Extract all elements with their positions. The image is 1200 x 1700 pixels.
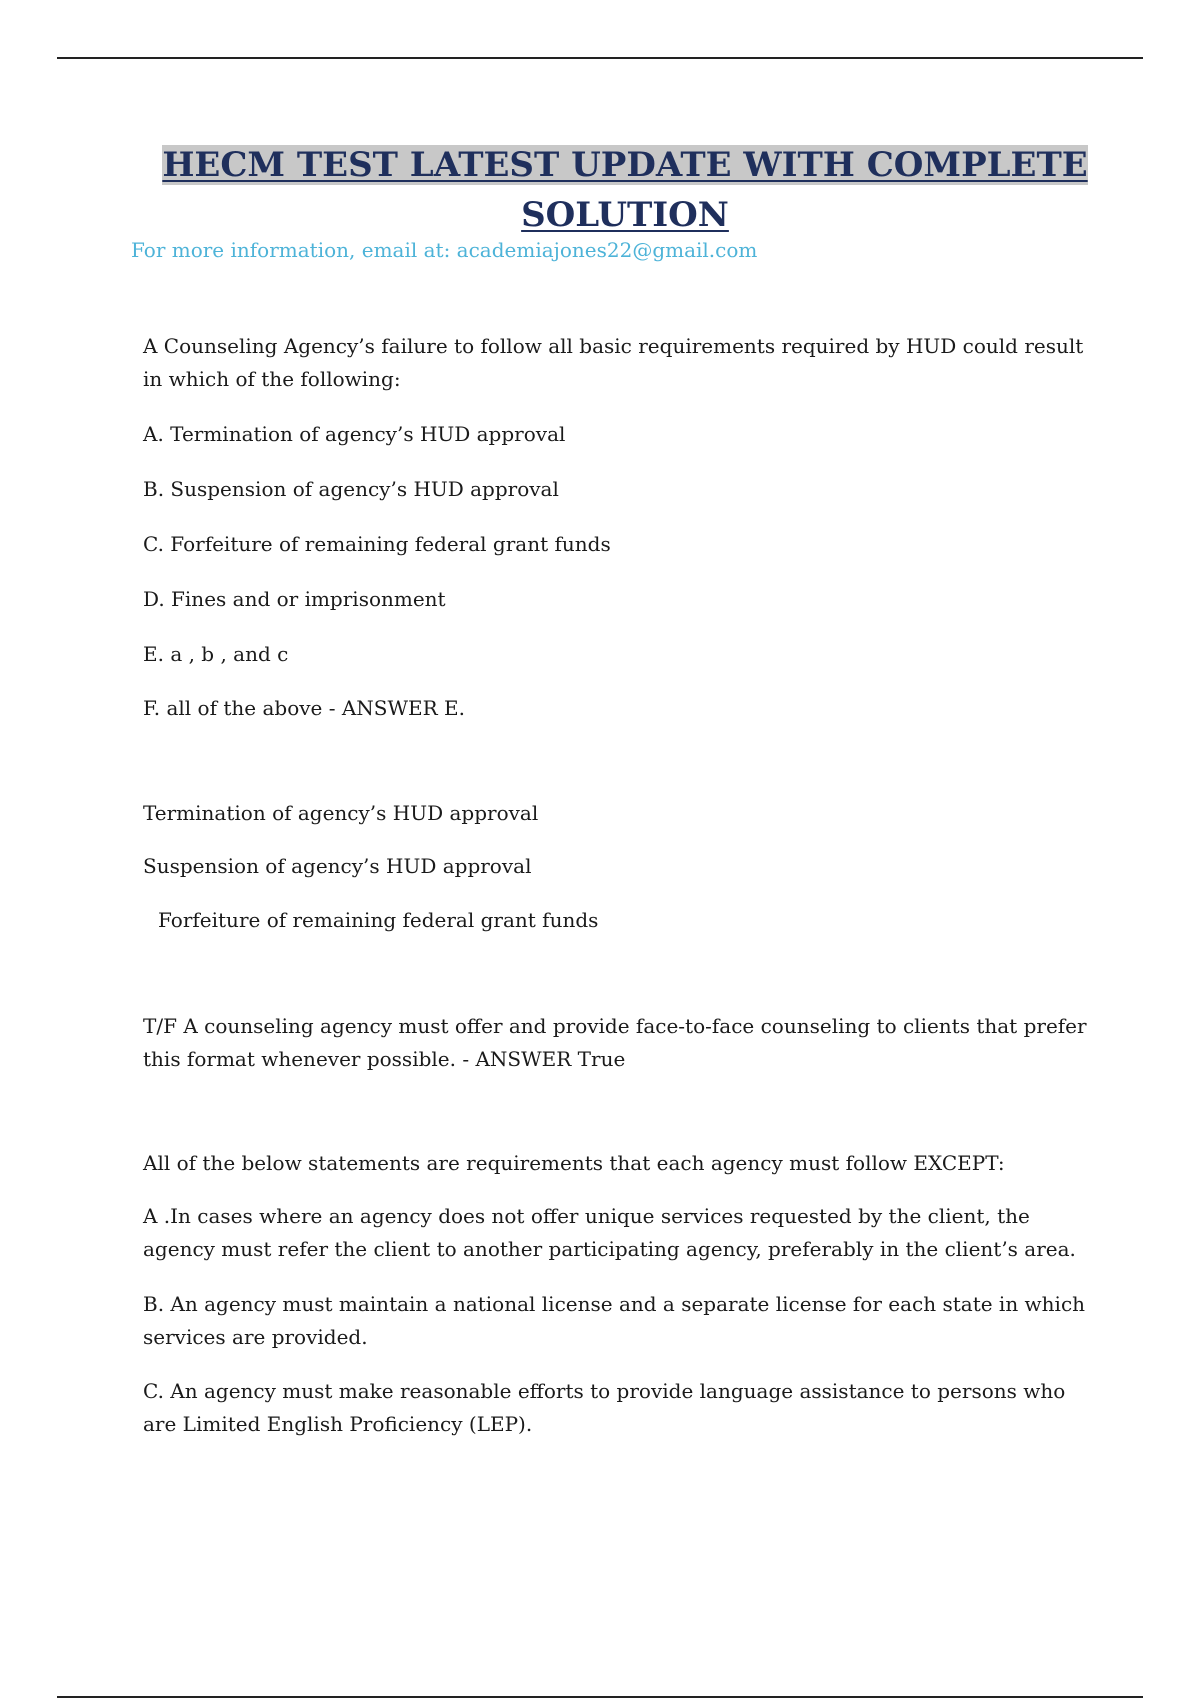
q3-option-b: B. An agency must maintain a national license and a separate license for each state in which services are provided. [143, 1292, 1086, 1349]
document-title [120, 140, 1130, 240]
title-line-1: HECM TEST LATEST UPDATE WITH COMPLETE [162, 145, 1088, 185]
q1-option-e: E. a , b , and c [143, 642, 289, 666]
title-line-2: SOLUTION [521, 195, 729, 235]
q1-option-f: F. all of the above - ANSWER E. [143, 696, 466, 720]
q1-option-b: B. Suspension of agency’s HUD approval [143, 477, 559, 501]
top-rule [57, 57, 1143, 59]
q1-explanation-2: Suspension of agency’s HUD approval [143, 854, 532, 878]
q2-question: T/F A counseling agency must offer and provide face-to-face counseling to clients that prefer this format whenever possible. - ANSWER True [143, 1014, 1087, 1071]
q3-option-c: C. An agency must make reasonable efforts to provide language assistance to persons who are Limited English Proficiency (LEP). [143, 1379, 1066, 1436]
q1-option-d: D. Fines and or imprisonment [143, 587, 446, 611]
bottom-rule [57, 1696, 1143, 1698]
q1-explanation-3: Forfeiture of remaining federal grant funds [158, 908, 599, 932]
q3-question: All of the below statements are requirements that each agency must follow EXCEPT: [143, 1151, 1005, 1175]
q3-option-a: A .In cases where an agency does not offer unique services requested by the client, the agency must refer the client to another participating agency, preferably in the client’s area. [143, 1204, 1076, 1261]
q1-option-c: C. Forfeiture of remaining federal grant funds [143, 532, 611, 556]
q1-question: A Counseling Agency’s failure to follow all basic requirements required by HUD could result in which of the following: [143, 334, 1084, 391]
q1-explanation-1: Termination of agency’s HUD approval [143, 801, 539, 825]
q1-option-a: A. Termination of agency’s HUD approval [143, 422, 566, 446]
contact-line: For more information, email at: academiajones22@gmail.com [131, 238, 758, 262]
